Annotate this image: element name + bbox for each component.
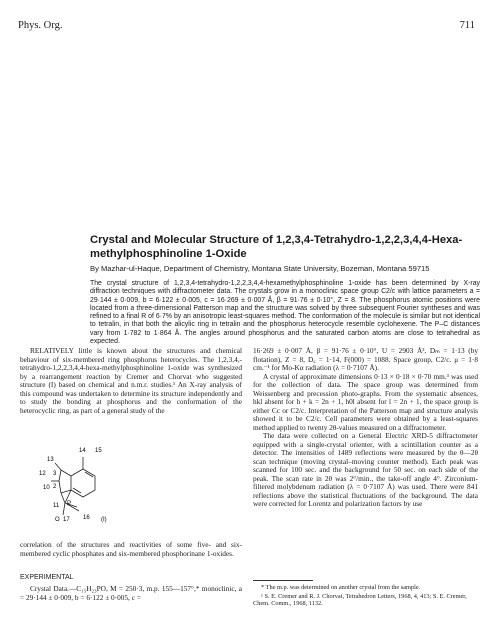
author-byline: By Mazhar-ul-Haque, Department of Chemistry, Montana State University, Bozeman, Montana 59715: [90, 264, 430, 273]
compound-label: (I): [101, 517, 107, 523]
atom-label: 10: [43, 485, 50, 491]
atom-label: 12: [39, 471, 46, 477]
journal-name: Phys. Org.: [18, 20, 63, 31]
page-number: 711: [459, 20, 475, 31]
article-title: Crystal and Molecular Structure of 1,2,3,4-Tetrahydro-1,2,2,3,4,4-Hexa-methylphosphinoline 1-Oxide: [90, 234, 463, 260]
footnotes: [253, 584, 478, 609]
atom-label: 14: [79, 448, 86, 454]
structure-diagram: [25, 441, 145, 537]
atom-label: 13: [47, 457, 54, 463]
atom-label: P: [67, 501, 72, 507]
intro-text: RELATIVELY little is known about the structures and chemical behaviour of six-membered ring phosphorus heterocycles. The 1,2,3,4,-tetrahydro-1,2,2,3,4,4-hexa-methylphosphinoline 1-oxide was synthesized by a rearrangement reaction by Cremer and Chorvat who suggested structure (I) based on chemical and n.m.r. studies.¹ An X-ray analysis of this compound was undertaken to determine its structure independently and to study the bonding at phosphorus and the conformation of the heterocyclic ring, as part of a general study of the: [20, 346, 242, 415]
intro-paragraph: [20, 347, 242, 415]
footnote-mp: * The m.p. was determined on another crystal from the sample.: [261, 584, 421, 591]
atom-label: 11: [53, 503, 60, 509]
intro-continuation: [20, 541, 242, 558]
space-group-paragraph: A crystal of approximate dimensions 0·13 × 0·18 × 0·70 mm.³ was used for the collection of data. The space group was determined from Weissenberg and precession photo-graphs. From the systematic absences, hkl absent for h + k = 2n + 1, h0l absent for l = 2n + 1, the space group is either Cc or C2/c. Interpretation of the Patterson map and structure analysis showed it to be C2/c. Cell parameters were obtained by a least-squares method applied to twenty 2θ-values measured on a diffractometer.: [253, 371, 478, 432]
data-collection-paragraph: The data were collected on a General Electric XRD-5 diffractometer equipped with a single-crystal orienter, with a scintillation counter as a detector. The intensities of 1489 reflections were measured by the θ—2θ scan technique (moving crystal–moving counter method). Each peak was scanned for 100 sec. and the background for 50 sec. on each side of the peak. The scan rate in 2θ was 2°/min., the take-off angle 4°. Zirconium-filtered molybdenum radiation (λ = 0·7107 Å) was used. There were 841 reflections above the statistical fluctuations of the background. The data were corrected for Lorentz and polarization factors by use: [253, 431, 478, 508]
intro-continuation-text: correlation of the structures and reactivities of some five- and six-membered cyclic phosphates and six-membered phosphorinane 1-oxides.: [20, 540, 242, 558]
crystal-data-text: Crystal Data.—C₁₅H₂₃PO, M = 250·3, m.p. 155—157°,* monoclinic, a = 29·144 ± 0·009, b = 6·122 ± 0·005, c =: [20, 584, 242, 602]
footnote-rule: [253, 580, 313, 581]
footnote-reference: ¹ S. E. Cremer and R. J. Chorvat, Tetrahedron Letters, 1968, 4, 413; S. E. Cremer, Chem. Comm., 1968, 1132.: [253, 592, 467, 608]
crystal-data-continued: 16·269 ± 0·007 Å, β = 91·76 ± 0·10°, U = 2903 Å³, Dₘ = 1·13 (by flotation), Z = 8, D꜀ = 1·14, F(000) = 1088. Space group, C2/c. μ = 1·8 cm.⁻¹ for Mo-Kα radiation (λ = 0·7107 Å).: [253, 346, 478, 372]
section-heading: EXPERIMENTAL: [20, 574, 74, 581]
abstract: The crystal structure of 1,2,3,4-tetrahydro-1,2,2,3,4,4-hexamethylphosphinoline 1-oxide has been determined by X-ray diffraction techniques with diffractometer data. The crystals grow in a monoclinic space group C2/c with lattice parameters a = 29·144 ± 0·009, b = 6·122 ± 0·005, c = 16·269 ± 0·007 Å, β = 91·76 ± 0·10°, Z = 8. The phosphorus atomic positions were located from a three-dimensional Patterson map and the structure was solved by three subsequent Fourier syntheses and was refined to a final R of 6·7% by an anisotropic least-squares method. The conformation of the molecule is similar but not identical to tetralin, in that both the alicylic ring in tetralin and the phosphorus heterocycle resemble cyclohexene. The P–C distances vary from 1·782 to 1·864 Å. The angles around phosphorus and the saturated carbon atoms are close to tetrahedral as expected.: [90, 280, 480, 346]
atom-label: 3: [53, 471, 57, 477]
crystal-data: [20, 585, 242, 602]
atom-label: 15: [95, 448, 102, 454]
atom-label: 17: [63, 517, 70, 523]
right-column: [253, 347, 478, 509]
atom-label: 16: [83, 515, 90, 521]
atom-label: 2: [53, 484, 57, 490]
atom-label: O: [55, 517, 60, 523]
